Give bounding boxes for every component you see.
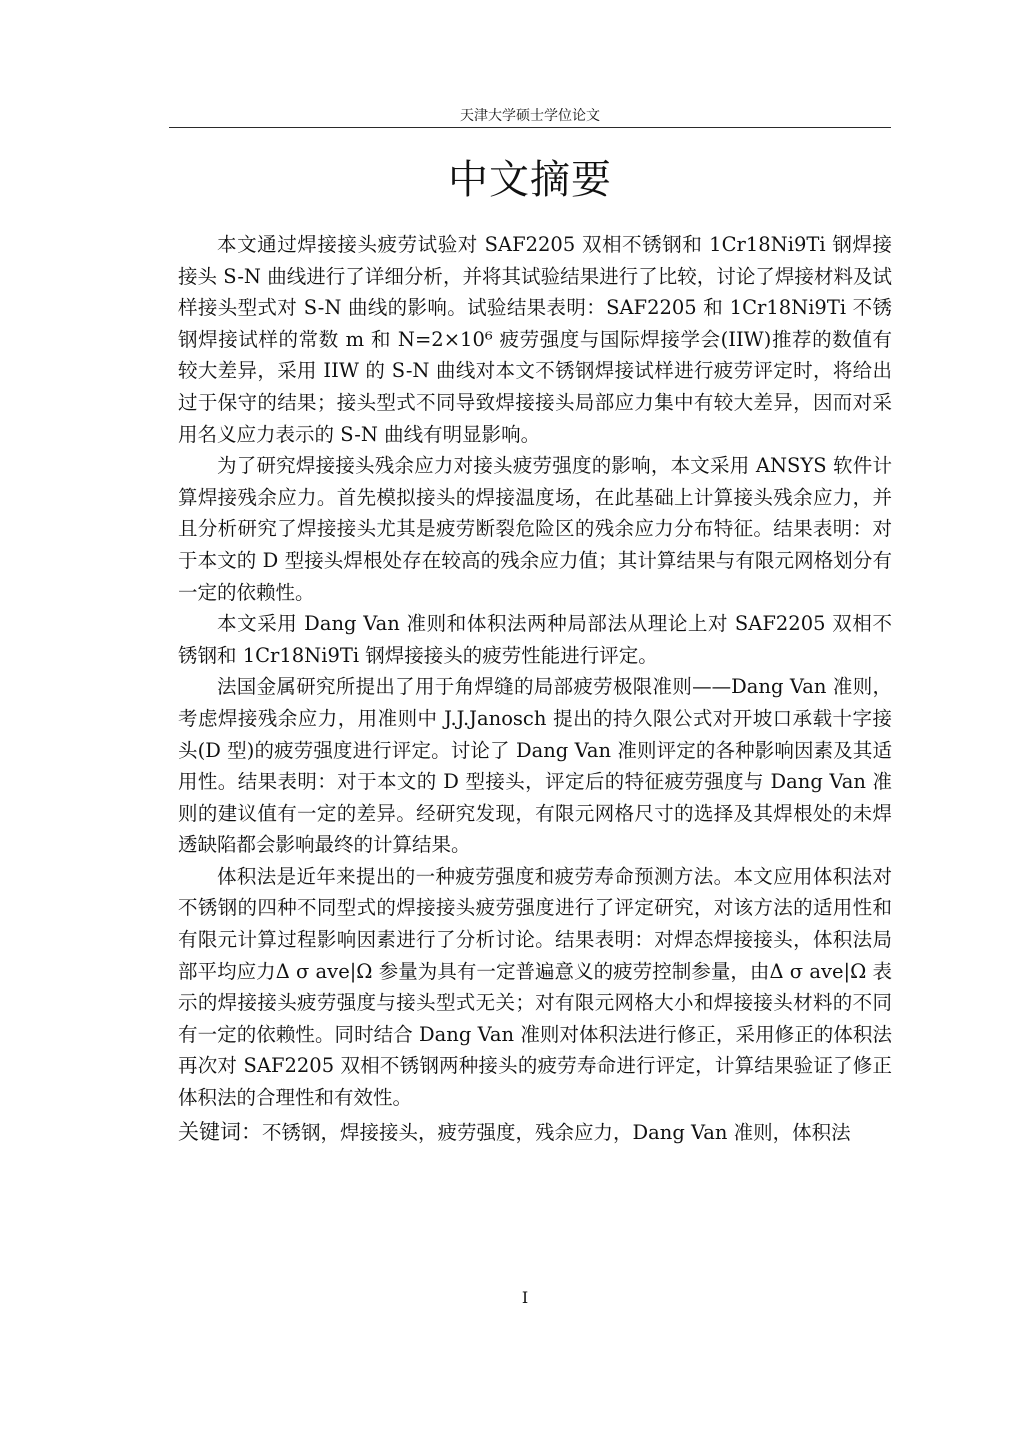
abstract-body xyxy=(178,229,892,1151)
abstract-paragraph-4: 法国金属研究所提出了用于角焊缝的局部疲劳极限准则——Dang Van 准则，考虑焊接残余应力，用准则中 J.J.Janosch 提出的持久限公式对开坡口承载十字接头(D 型)的疲劳强度进行评定。讨论了 Dang Van 准则评定的各种影响因素及其适用性。结果表明：对于本文的 D 型接头，评定后的特征疲劳强度与 Dang Van 准则的建议值有一定的差异。经研究发现，有限元网格尺寸的选择及其焊根处的未焊透缺陷都会影响最终的计算结果。 xyxy=(178,675,892,857)
abstract-paragraph-2: 为了研究焊接接头残余应力对接头疲劳强度的影响，本文采用 ANSYS 软件计算焊接残余应力。首先模拟接头的焊接温度场，在此基础上计算接头残余应力，并且分析研究了焊接接头尤其是疲劳断裂危险区的残余应力分布特征。结果表明：对于本文的 D 型接头焊根处存在较高的残余应力值；其计算结果与有限元网格划分有一定的依赖性。 xyxy=(178,454,892,604)
page-title: 中文摘要 xyxy=(448,157,612,203)
keywords-line xyxy=(178,1114,892,1151)
keywords-text: 不锈钢，焊接接头，疲劳强度，残余应力，Dang Van 准则，体积法 xyxy=(262,1120,851,1144)
abstract-paragraph-5: 体积法是近年来提出的一种疲劳强度和疲劳寿命预测方法。本文应用体积法对不锈钢的四种不同型式的焊接接头疲劳强度进行了评定研究，对该方法的适用性和有限元计算过程影响因素进行了分析讨论。结果表明：对焊态焊接接头，体积法局部平均应力Δ σ ave|Ω 参量为具有一定普遍意义的疲劳控制参量，由Δ σ ave|Ω 表示的焊接接头疲劳强度与接头型式无关；对有限元网格大小和焊接接头材料的不同有一定的依赖性。同时结合 Dang Van 准则对体积法进行修正，采用修正的体积法再次对 SAF2205 双相不锈钢两种接头的疲劳寿命进行评定，计算结果验证了修正体积法的合理性和有效性。 xyxy=(178,864,892,1110)
abstract-paragraph-3: 本文采用 Dang Van 准则和体积法两种局部法从理论上对 SAF2205 双相不锈钢和 1Cr18Ni9Ti 钢焊接接头的疲劳性能进行评定。 xyxy=(178,612,892,667)
abstract-paragraph-1: 本文通过焊接接头疲劳试验对 SAF2205 双相不锈钢和 1Cr18Ni9Ti 钢焊接接头 S-N 曲线进行了详细分析，并将其试验结果进行了比较，讨论了焊接材料及试样接头型式对 S-N 曲线的影响。试验结果表明：SAF2205 和 1Cr18Ni9Ti 不锈钢焊接试样的常数 m 和 N=2×10⁶ 疲劳强度与国际焊接学会(IIW)推荐的数值有较大差异，采用 IIW 的 S-N 曲线对本文不锈钢焊接试样进行疲劳评定时，将给出过于保守的结果；接头型式不同导致焊接接头局部应力集中有较大差异，因而对采用名义应力表示的 S-N 曲线有明显影响。 xyxy=(178,233,892,446)
running-header: 天津大学硕士学位论文 xyxy=(460,108,600,124)
keywords-label: 关键词： xyxy=(178,1119,262,1144)
header-rule xyxy=(169,127,891,128)
page-number: I xyxy=(521,1288,529,1307)
